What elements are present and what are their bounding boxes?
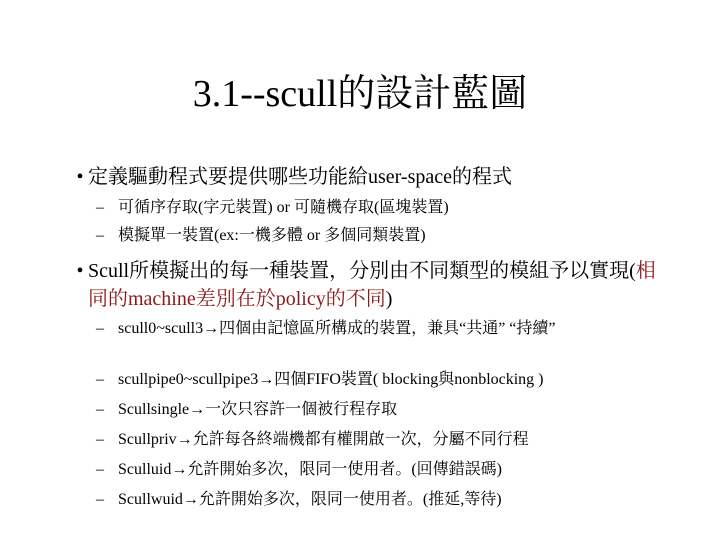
bullet-marker: • <box>76 166 84 188</box>
dash-marker: – <box>96 227 104 244</box>
bullet-2-text-a: Scull所模擬出的每一種裝置，分別由不同類型的模組予以實現( <box>88 260 636 282</box>
dash-marker: – <box>96 461 104 478</box>
dash-marker: – <box>96 491 104 508</box>
sub-item-text: 模擬單一裝置(ex:一機多體 or 多個同類裝置) <box>118 227 426 244</box>
dash-marker: – <box>96 199 104 216</box>
bullet-1 <box>72 163 672 191</box>
sub-item-2-1 <box>96 318 666 340</box>
sub-item-text: Sculluid→允許開始多次，限同一使用者。(回傳錯誤碼) <box>118 461 502 478</box>
dash-marker: – <box>96 431 104 448</box>
bullet-1-text: 定義驅動程式要提供哪些功能給user-space的程式 <box>88 166 512 188</box>
sub-item-text: scull0~scull3→四個由記憶區所構成的裝置，兼具“共通” “持續” <box>118 320 556 337</box>
slide-title: 3.1--scull的設計藍圖 <box>192 73 528 115</box>
bullet-2 <box>72 257 672 313</box>
sub-item-text: Scullwuid→允許開始多次，限同一使用者。(推延,等待) <box>118 491 502 508</box>
sub-item-2-5 <box>96 459 666 481</box>
sub-item-1-1 <box>96 197 666 219</box>
sub-item-text: Scullpriv→允許每各終端機都有權開啟一次，分屬不同行程 <box>118 431 529 448</box>
sub-item-2-6 <box>96 489 666 511</box>
sub-item-2-3 <box>96 399 666 421</box>
bullet-2-text-b: ) <box>385 288 393 310</box>
bullet-2-text <box>88 257 672 313</box>
sub-item-2-2 <box>96 369 666 391</box>
dash-marker: – <box>96 320 104 337</box>
sub-item-1-2 <box>96 225 666 247</box>
sub-item-text: 可循序存取(字元裝置) or 可隨機存取(區塊裝置) <box>118 199 449 216</box>
bullet-marker: • <box>76 260 84 282</box>
dash-marker: – <box>96 371 104 388</box>
dash-marker: – <box>96 401 104 418</box>
sub-item-text: scullpipe0~scullpipe3→四個FIFO裝置( blocking與nonblocking ) <box>118 371 544 388</box>
bullet-2-highlight: 相同的machine差別在於policy的不同 <box>88 260 656 310</box>
sub-item-text: Scullsingle→一次只容許一個被行程存取 <box>118 401 398 418</box>
sub-item-2-4 <box>96 429 666 451</box>
